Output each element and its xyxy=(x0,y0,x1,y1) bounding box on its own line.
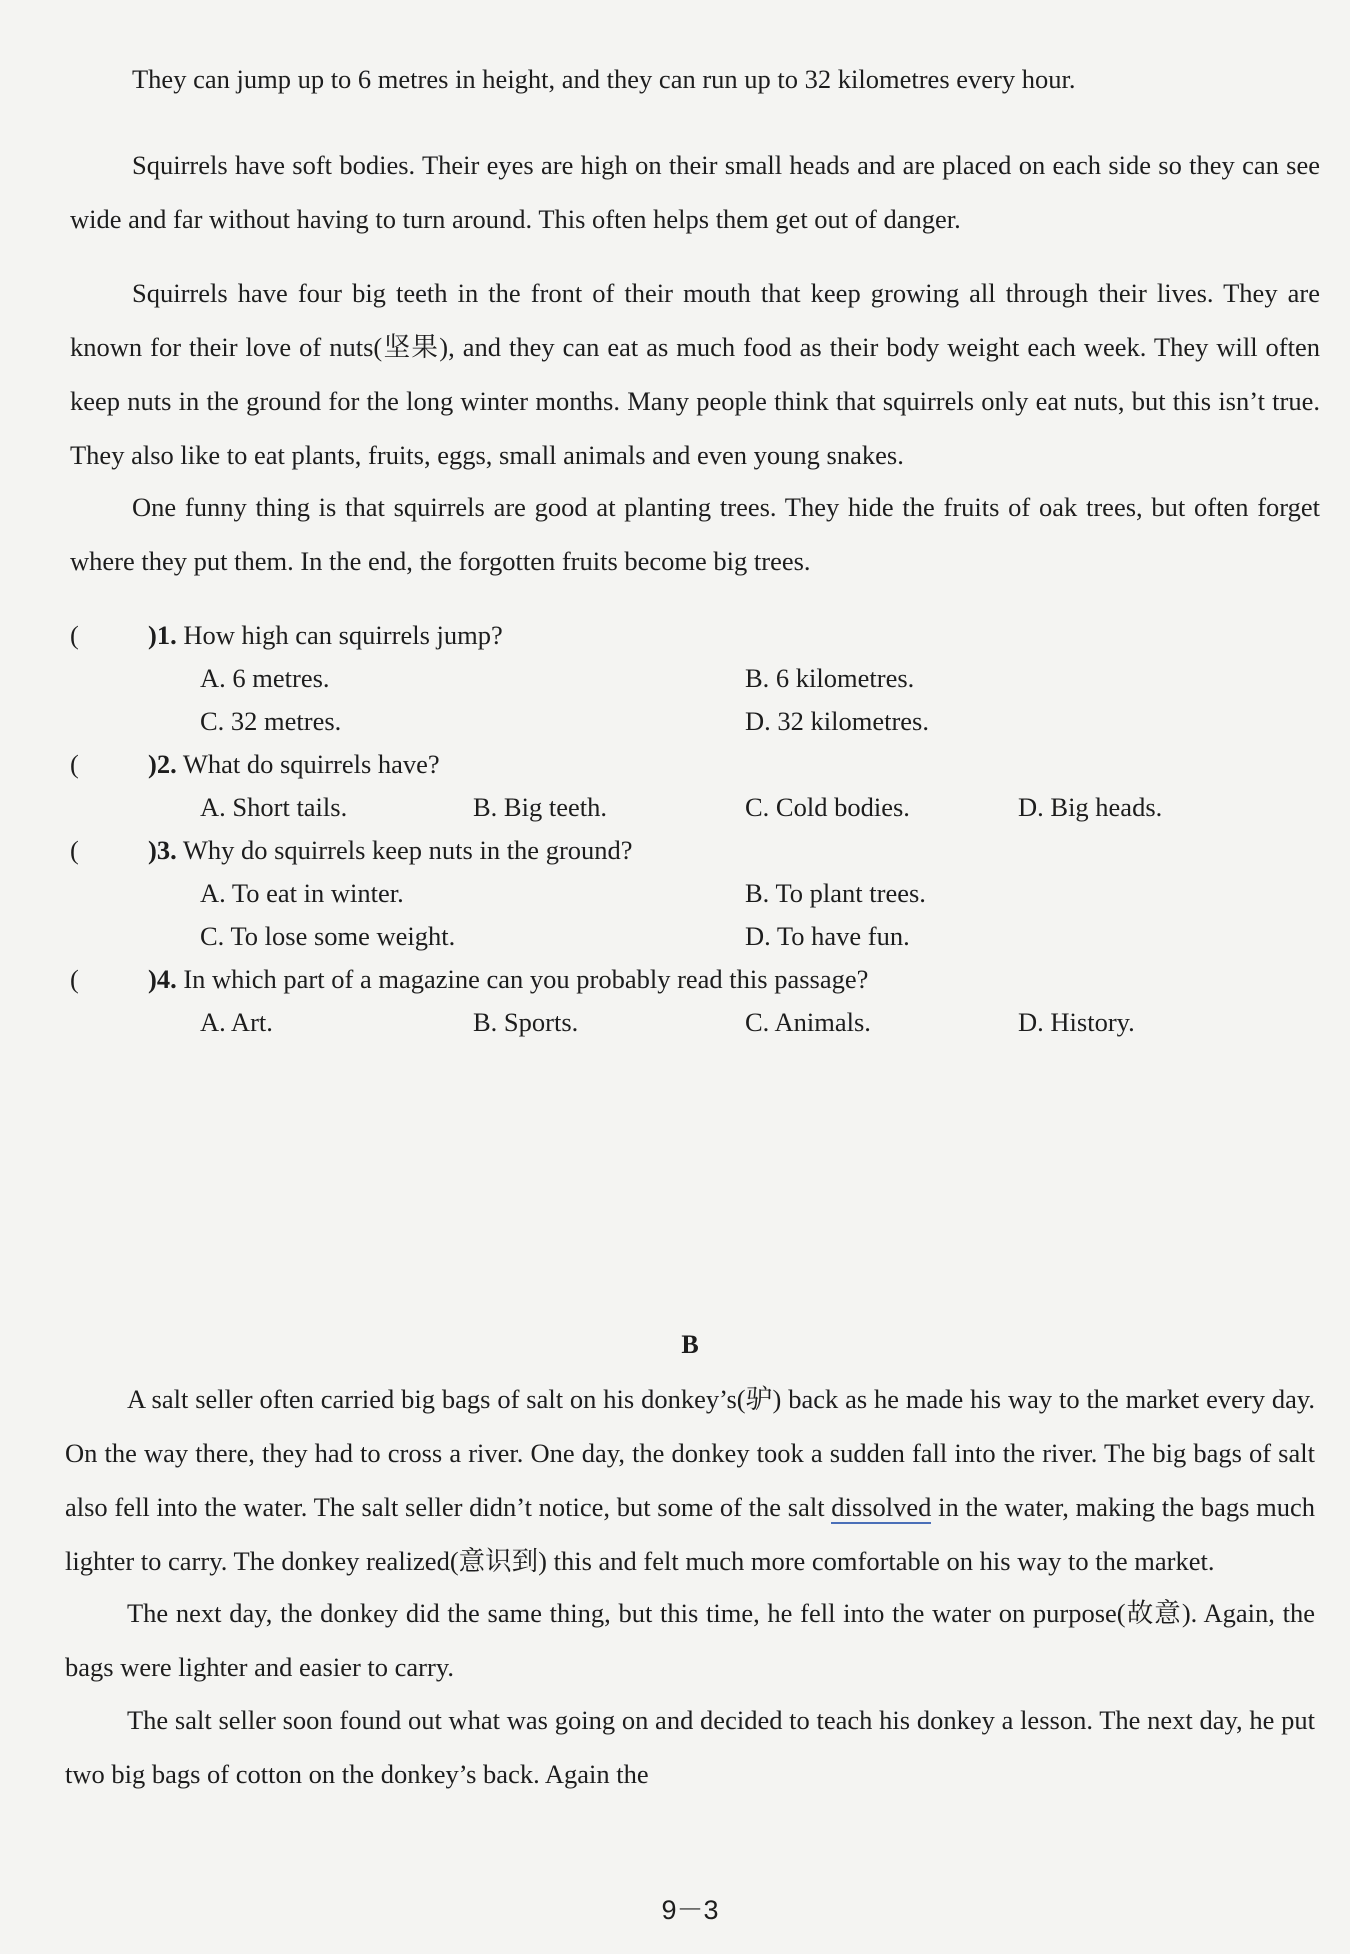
option-c: C. Animals. xyxy=(745,1007,871,1037)
passage-a-paragraph-4: One funny thing is that squirrels are good at planting trees. They hide the fruits of oak trees, but often forget where they put them. In the end, the forgotten fruits become big trees. xyxy=(70,492,1320,576)
passage-a-paragraph-3: Squirrels have four big teeth in the front of their mouth that keep growing all through their lives. They are known for their love of nuts(坚果), and they can eat as much food as their body weight each week. They will often keep nuts in the ground for the long winter months. Many people think that squirrels only eat nuts, but this isn’t true. They also like to eat plants, fruits, eggs, small animals and even young snakes. xyxy=(70,278,1320,470)
option-a: A. 6 metres. xyxy=(200,663,330,693)
option-c: C. Cold bodies. xyxy=(745,792,910,822)
answer-blank[interactable]: ( xyxy=(70,620,79,650)
option-d: D. History. xyxy=(1018,1007,1135,1037)
answer-blank[interactable]: ( xyxy=(70,964,79,994)
option-a: A. To eat in winter. xyxy=(200,878,404,908)
option-d: D. Big heads. xyxy=(1018,792,1163,822)
answer-blank[interactable]: ( xyxy=(70,835,79,865)
option-b: B. 6 kilometres. xyxy=(745,663,915,693)
question-text: In which part of a magazine can you probably read this passage? xyxy=(183,964,869,994)
passage-a-paragraph-1: They can jump up to 6 metres in height, and they can run up to 32 kilometres every hour. xyxy=(132,64,1076,94)
question-number: )2. xyxy=(148,749,177,779)
option-a: A. Short tails. xyxy=(200,792,348,822)
section-heading: B xyxy=(681,1330,699,1359)
passage-b-paragraph-3: The salt seller soon found out what was going on and decided to teach his donkey a lesson. The next day, he put two big bags of cotton on the donkey’s back. Again the xyxy=(65,1705,1315,1789)
option-c: C. To lose some weight. xyxy=(200,921,456,951)
question-text: What do squirrels have? xyxy=(182,749,440,779)
option-b: B. Big teeth. xyxy=(473,792,607,822)
passage-b-paragraph-2: The next day, the donkey did the same thing, but this time, he fell into the water on purpose(故意). Again, the bags were lighter and easier to carry. xyxy=(65,1598,1315,1682)
page-number: 9－3 xyxy=(661,1895,719,1925)
passage-b-paragraph-1 xyxy=(65,1372,1315,1588)
option-a: A. Art. xyxy=(200,1007,273,1037)
underlined-word: dissolved xyxy=(831,1492,932,1522)
passage-a-paragraph-2: Squirrels have soft bodies. Their eyes are high on their small heads and are placed on each side so they can see wide and far without having to turn around. This often helps them get out of danger. xyxy=(70,150,1320,234)
question-number: )3. xyxy=(148,835,177,865)
question-number: )1. xyxy=(148,620,177,650)
question-text: Why do squirrels keep nuts in the ground? xyxy=(182,835,633,865)
option-d: D. 32 kilometres. xyxy=(745,706,929,736)
answer-blank[interactable]: ( xyxy=(70,749,79,779)
option-d: D. To have fun. xyxy=(745,921,910,951)
option-b: B. To plant trees. xyxy=(745,878,926,908)
passage-b-text: in the water, making the bags much lighter to carry. The donkey realized(意识到) this and felt much more comfortable on his way to the market. xyxy=(65,1492,1315,1576)
passage-b-text: A salt seller often carried big bags of salt on his donkey’s(驴) back as he made his way to the market every day. On the way there, they had to cross a river. One day, the donkey took a sudden fall into the river. The big bags of salt also fell into the water. The salt seller didn’t notice, but some of the salt xyxy=(65,1384,1315,1522)
option-b: B. Sports. xyxy=(473,1007,579,1037)
question-number: )4. xyxy=(148,964,177,994)
question-text: How high can squirrels jump? xyxy=(183,620,503,650)
option-c: C. 32 metres. xyxy=(200,706,342,736)
